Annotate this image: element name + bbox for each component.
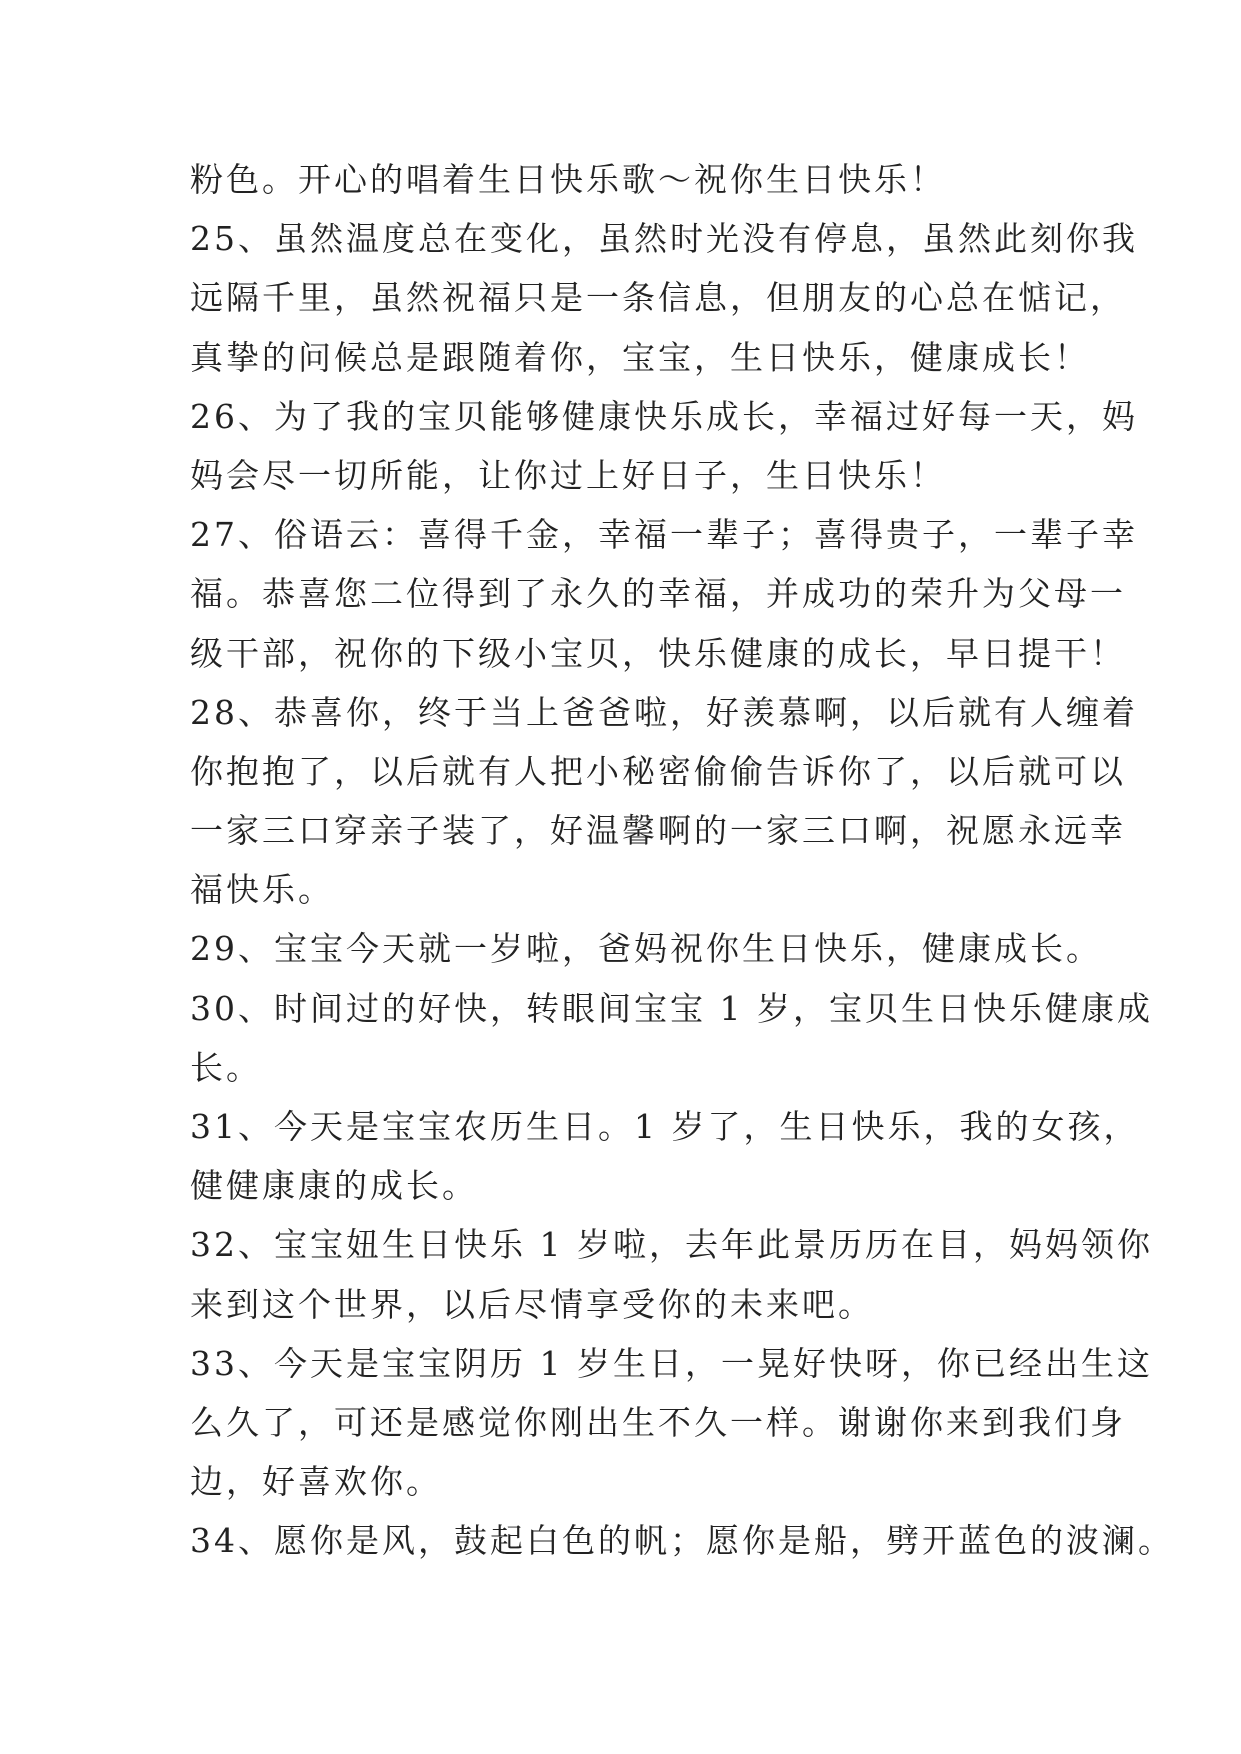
document-body [190,150,1174,1571]
text-line: 26、为了我的宝贝能够健康快乐成长，幸福过好每一天，妈 [190,396,1138,436]
text-line: 福。恭喜您二位得到了永久的幸福，并成功的荣升为父母一 [190,574,1126,614]
text-line: 级干部，祝你的下级小宝贝，快乐健康的成长，早日提干！ [190,633,1126,673]
text-line: 29、宝宝今天就一岁啦，爸妈祝你生日快乐，健康成长。 [190,929,1102,969]
text-line: 28、恭喜你，终于当上爸爸啦，好羡慕啊，以后就有人缠着 [190,692,1138,732]
text-line: 31、今天是宝宝农历生日。1 岁了，生日快乐，我的女孩， [190,1107,1140,1146]
text-line: 福快乐。 [190,870,334,910]
text-line: 25、虽然温度总在变化，虽然时光没有停息，虽然此刻你我 [190,219,1138,259]
text-line: 真挚的问候总是跟随着你，宝宝，生日快乐，健康成长！ [190,337,1090,377]
text-line: 27、俗语云：喜得千金，幸福一辈子；喜得贵子，一辈子幸 [190,515,1138,555]
text-line: 32、宝宝妞生日快乐 1 岁啦，去年此景历历在目，妈妈领你 [190,1225,1153,1265]
text-line: 妈会尽一切所能，让你过上好日子，生日快乐！ [190,455,946,495]
text-line: 远隔千里，虽然祝福只是一条信息，但朋友的心总在惦记， [190,278,1126,318]
text-line: 粉色。开心的唱着生日快乐歌～祝你生日快乐！ [190,160,946,199]
text-line: 你抱抱了，以后就有人把小秘密偷偷告诉你了，以后就可以 [190,751,1126,791]
text-line: 一家三口穿亲子装了，好温馨啊的一家三口啊，祝愿永远幸 [190,811,1126,851]
text-line: 长。 [190,1047,262,1087]
text-line: 33、今天是宝宝阴历 1 岁生日，一晃好快呀，你已经出生这 [190,1343,1153,1383]
text-line: 30、时间过的好快，转眼间宝宝 1 岁，宝贝生日快乐健康成 [190,988,1153,1028]
text-line: 边，好喜欢你。 [190,1462,442,1502]
text-line: 来到这个世界，以后尽情享受你的未来吧。 [190,1284,874,1324]
text-line: 34、愿你是风，鼓起白色的帆；愿你是船，劈开蓝色的波澜。 [190,1521,1174,1561]
text-line: 健健康康的成长。 [190,1166,478,1206]
text-line: 么久了，可还是感觉你刚出生不久一样。谢谢你来到我们身 [190,1402,1126,1442]
